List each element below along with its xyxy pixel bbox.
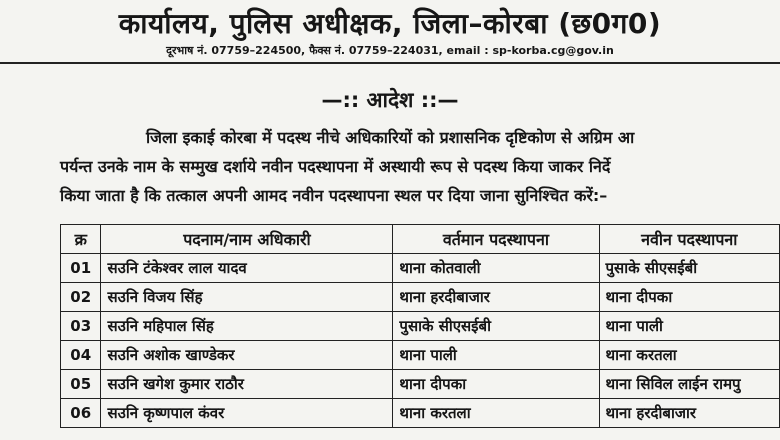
officer-cell: सउनि कृष्णपाल कंवर	[101, 399, 393, 428]
officer-cell: सउनि खगेश कुमार राठौर	[101, 370, 393, 399]
officer-cell: सउनि महिपाल सिंह	[101, 312, 393, 341]
order-heading: —:: आदेश ::—	[321, 88, 459, 112]
new-posting-cell: थाना पाली	[599, 312, 779, 341]
new-posting-cell: थाना दीपका	[599, 283, 779, 312]
col-header-officer: पदनाम/नाम अधिकारी	[101, 225, 393, 254]
new-posting-cell: थाना सिविल लाईन रामपु	[599, 370, 779, 399]
serial-cell: 03	[61, 312, 101, 341]
current-posting-cell: थाना हरदीबाजार	[393, 283, 599, 312]
paragraph-line: जिला इकाई कोरबा में पदस्थ नीचे अधिकारियों को प्रशासनिक दृष्टिकोण से अग्रिम आ	[146, 128, 635, 147]
contact-line: दूरभाष नं. 07759–224500, फैक्स नं. 07759–224031, email : sp-korba.cg@gov.in	[166, 44, 614, 57]
table-row	[61, 341, 780, 370]
col-header-serial: क्र	[61, 225, 101, 254]
serial-cell: 01	[61, 254, 101, 283]
transfer-table	[60, 224, 780, 428]
officer-cell: सउनि विजय सिंह	[101, 283, 393, 312]
current-posting-cell: थाना करतला	[393, 399, 599, 428]
current-posting-cell: थाना पाली	[393, 341, 599, 370]
new-posting-cell: थाना करतला	[599, 341, 779, 370]
table-row	[61, 312, 780, 341]
table-header-row	[61, 225, 780, 254]
current-posting-cell: पुसाके सीएसईबी	[393, 312, 599, 341]
header-divider	[0, 62, 780, 64]
table-row	[61, 283, 780, 312]
table-row	[61, 254, 780, 283]
current-posting-cell: थाना दीपका	[393, 370, 599, 399]
serial-cell: 05	[61, 370, 101, 399]
table-row	[61, 370, 780, 399]
new-posting-cell: थाना हरदीबाजार	[599, 399, 779, 428]
col-header-new-posting: नवीन पदस्थापना	[599, 225, 779, 254]
office-title: कार्यालय, पुलिस अधीक्षक, जिला–कोरबा (छ0ग0)	[118, 7, 662, 40]
paragraph-line: किया जाता है कि तत्काल अपनी आमद नवीन पदस्थापना स्थल पर दिया जाना सुनिश्चित करें:–	[60, 186, 608, 205]
table-row	[61, 399, 780, 428]
order-paragraph	[0, 123, 780, 210]
officer-cell: सउनि टंकेश्वर लाल यादव	[101, 254, 393, 283]
officer-cell: सउनि अशोक खाण्डेकर	[101, 341, 393, 370]
serial-cell: 06	[61, 399, 101, 428]
col-header-current-posting: वर्तमान पदस्थापना	[393, 225, 599, 254]
serial-cell: 02	[61, 283, 101, 312]
serial-cell: 04	[61, 341, 101, 370]
new-posting-cell: पुसाके सीएसईबी	[599, 254, 779, 283]
current-posting-cell: थाना कोतवाली	[393, 254, 599, 283]
paragraph-line: पर्यन्त उनके नाम के सम्मुख दर्शाये नवीन पदस्थापना में अस्थायी रूप से पदस्थ किया जाकर निर्दे	[60, 157, 611, 176]
